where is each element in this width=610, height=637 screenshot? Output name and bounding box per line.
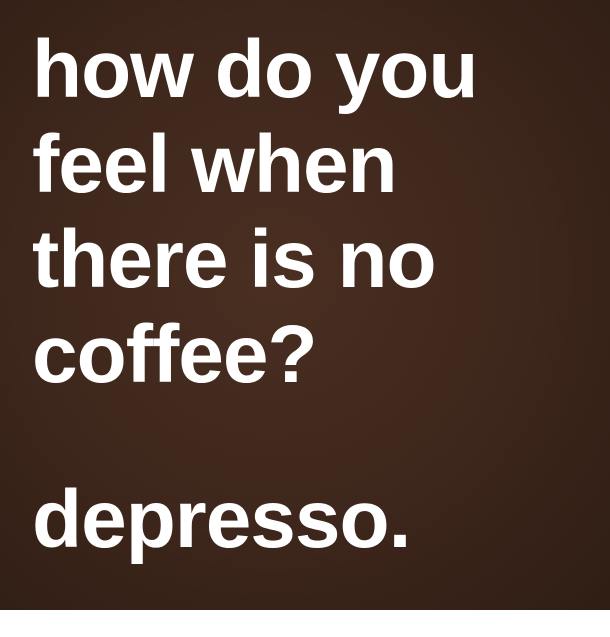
bottom-white-strip <box>0 610 610 637</box>
answer-text: depresso. <box>32 474 411 565</box>
question-line-3: there is no <box>32 214 436 305</box>
question-line-2: feel when <box>32 119 397 210</box>
question-text <box>32 22 477 402</box>
question-line-4: coffee? <box>32 309 317 400</box>
question-line-1: how do you <box>32 24 478 115</box>
